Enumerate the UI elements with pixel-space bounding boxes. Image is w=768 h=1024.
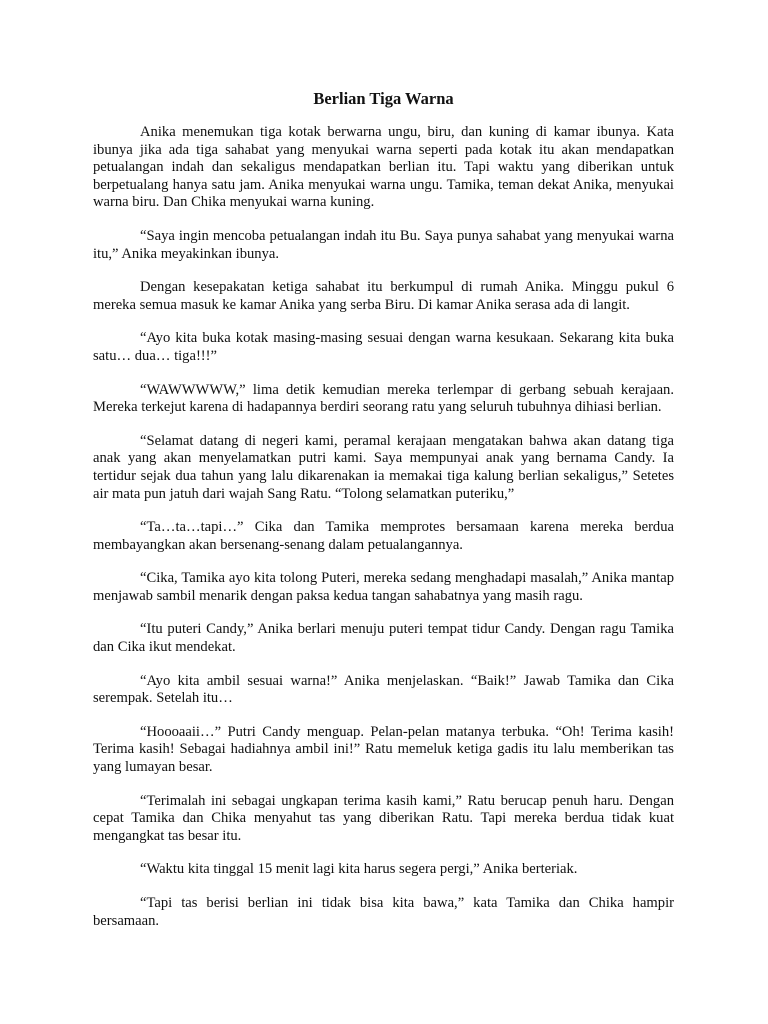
paragraph: “Ta…ta…tapi…” Cika dan Tamika memprotes bersamaan karena mereka berdua membayangkan akan bersenang-senang dalam petualangannya. <box>93 519 674 553</box>
paragraph: “Ayo kita buka kotak masing-masing sesuai dengan warna kesukaan. Sekarang kita buka satu… dua… tiga!!!” <box>93 330 674 364</box>
paragraph: “Selamat datang di negeri kami, peramal kerajaan mengatakan bahwa akan datang tiga anak yang akan menyelamatkan putri kami. Saya mempunyai anak yang bernama Candy. Ia tertidur sejak dua tahun yang lalu dikarenakan ia memakai tiga kalung berlian sekaligus,” Setetes air mata pun jatuh dari wajah Sang Ratu. “Tolong selamatkan puteriku,” <box>93 432 674 502</box>
paragraph: Anika menemukan tiga kotak berwarna ungu, biru, dan kuning di kamar ibunya. Kata ibunya jika ada tiga sahabat yang menyukai warna seperti pada kotak itu akan mendapatkan petualangan indah dan sekaligus mendapatkan berlian itu. Tapi waktu yang diberikan untuk berpetualang hanya satu jam. Anika menyukai warna ungu. Tamika, teman dekat Anika, menyukai warna biru. Dan Chika menyukai warna kuning. <box>93 124 674 211</box>
paragraph: “Hoooaaii…” Putri Candy menguap. Pelan-pelan matanya terbuka. “Oh! Terima kasih! Terima kasih! Sebagai hadiahnya ambil ini!” Ratu memeluk ketiga gadis itu lalu memberikan tas yang lumayan besar. <box>93 723 674 776</box>
paragraph: “Saya ingin mencoba petualangan indah itu Bu. Saya punya sahabat yang menyukai warna itu,” Anika meyakinkan ibunya. <box>93 227 674 262</box>
paragraph: “Cika, Tamika ayo kita tolong Puteri, mereka sedang menghadapi masalah,” Anika mantap menjawab sambil menarik dengan paksa kedua tangan sahabatnya yang masih ragu. <box>93 570 674 604</box>
document-title: Berlian Tiga Warna <box>313 89 454 108</box>
paragraph: “Waktu kita tinggal 15 menit lagi kita harus segera pergi,” Anika berteriak. <box>140 861 578 878</box>
paragraph: “Itu puteri Candy,” Anika berlari menuju puteri tempat tidur Candy. Dengan ragu Tamika dan Cika ikut mendekat. <box>93 621 674 656</box>
paragraph: “Tapi tas berisi berlian ini tidak bisa kita bawa,” kata Tamika dan Chika hampir bersamaan. <box>93 895 674 929</box>
paragraph: “Terimalah ini sebagai ungkapan terima kasih kami,” Ratu berucap penuh haru. Dengan cepat Tamika dan Chika menyahut tas yang diberikan Ratu. Tapi mereka berdua tidak kuat mengangkat tas besar itu. <box>93 792 674 844</box>
paragraph: “WAWWWWW,” lima detik kemudian mereka terlempar di gerbang sebuah kerajaan. Mereka terkejut karena di hadapannya berdiri seorang ratu yang seluruh tubuhnya dihiasi berlian. <box>93 381 674 416</box>
paragraph: Dengan kesepakatan ketiga sahabat itu berkumpul di rumah Anika. Minggu pukul 6 mereka semua masuk ke kamar Anika yang serba Biru. Di kamar Anika serasa ada di langit. <box>93 279 674 313</box>
paragraph: “Ayo kita ambil sesuai warna!” Anika menjelaskan. “Baik!” Jawab Tamika dan Cika serempak. Setelah itu… <box>93 672 674 707</box>
